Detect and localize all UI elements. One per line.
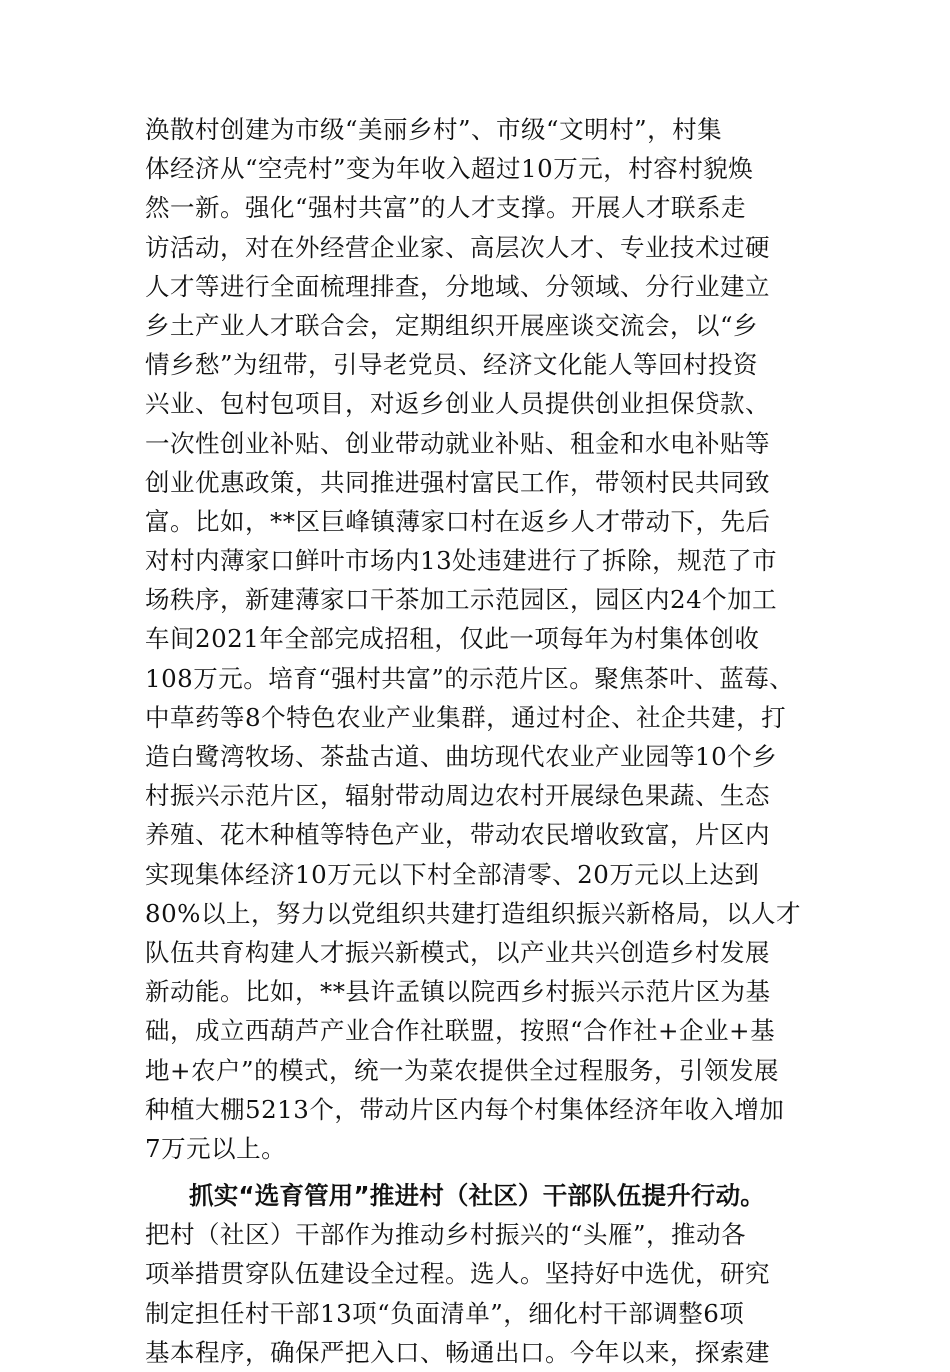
text-line: 地+农户”的模式，统一为菜农提供全过程服务，引领发展 [145,1055,780,1085]
text-line: 体经济从“空壳村”变为年收入超过10万元，村容村貌焕 [145,154,754,184]
text-line: 基本程序，确保严把入口、畅通出口。今年以来，探索建 [145,1337,770,1367]
text-line: 造白鹭湾牧场、茶盐古道、曲坊现代农业产业园等10个乡 [145,742,778,771]
text-line: 础，成立西葫芦产业合作社联盟，按照“合作社+企业+基 [145,1016,776,1046]
text-line: 队伍共育构建人才振兴新模式，以产业共兴创造乡村发展 [145,937,770,967]
text-line: 养殖、花木种植等特色产业，带动农民增收致富，片区内 [145,820,770,850]
text-line: 场秩序，新建薄家口干茶加工示范园区，园区内24个加工 [145,585,778,615]
text-line: 富。比如，**区巨峰镇薄家口村在返乡人才带动下，先后 [145,506,771,536]
text-line: 种植大棚5213个，带动片区内每个村集体经济年收入增加 [145,1094,785,1124]
text-line: 村振兴示范片区，辐射带动周边农村开展绿色果蔬、生态 [145,781,770,811]
text-line: 项举措贯穿队伍建设全过程。选人。坚持好中选优，研究 [145,1259,770,1289]
text-line: 访活动，对在外经营企业家、高层次人才、专业技术过硬 [145,232,770,262]
paragraph-1 [145,110,835,1168]
text-line: 创业优惠政策，共同推进强村富民工作，带领村民共同致 [145,467,770,497]
text-line: 实现集体经济10万元以下村全部清零、20万元以上达到 [145,859,760,889]
text-line: 兴业、包村包项目，对返乡创业人员提供创业担保贷款、 [145,389,770,419]
text-line: 人才等进行全面梳理排查，分地域、分领域、分行业建立 [145,271,770,301]
text-line: 一次性创业补贴、创业带动就业补贴、租金和水电补贴等 [145,428,770,458]
body-text [145,110,835,1372]
text-line: 108万元。培育“强村共富”的示范片区。聚焦茶叶、蓝莓、 [145,663,795,693]
text-line: 7万元以上。 [145,1133,287,1163]
text-line: 然一新。强化“强村共富”的人才支撑。开展人才联系走 [145,193,747,223]
text-line: 乡土产业人才联合会，定期组织开展座谈交流会，以“乡 [145,310,759,340]
text-line: 情乡愁”为纽带，引导老党员、经济文化能人等回村投资 [145,350,759,380]
text-line: 80%以上，努力以党组织共建打造组织振兴新格局，以人才 [145,898,801,928]
text-line: 车间2021年全部完成招租，仅此一项每年为村集体创收 [145,624,760,654]
text-line: 新动能。比如，**县许孟镇以院西乡村振兴示范片区为基 [145,977,771,1007]
text-line: 涣散村创建为市级“美丽乡村”、市级“文明村”，村集 [145,115,723,144]
text-line: 把村（社区）干部作为推动乡村振兴的“头雁”，推动各 [145,1220,747,1250]
section-heading: 抓实“选育管用”推进村（社区）干部队伍提升行动。 [189,1181,766,1211]
text-line: 对村内薄家口鲜叶市场内13处违建进行了拆除，规范了市 [145,546,778,576]
text-line: 中草药等8个特色农业产业集群，通过村企、社企共建，打 [145,702,787,732]
text-line: 制定担任村干部13项“负面清单”，细化村干部调整6项 [145,1298,745,1328]
paragraph-2 [145,1176,835,1372]
